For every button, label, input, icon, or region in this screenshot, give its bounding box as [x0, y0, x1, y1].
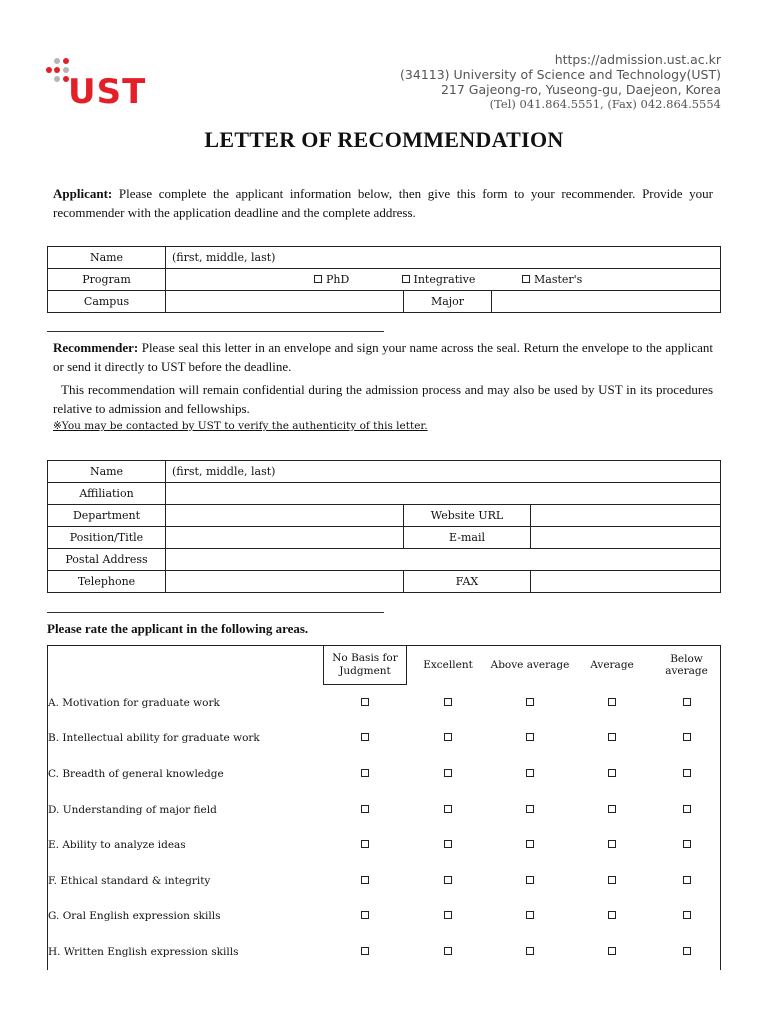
rating-cell [407, 934, 490, 970]
checkbox-icon[interactable] [683, 947, 691, 955]
checkbox-icon[interactable] [608, 947, 616, 955]
applicant-intro [53, 184, 713, 222]
campus-label: Campus [48, 291, 166, 313]
checkbox-icon[interactable] [361, 769, 369, 777]
rating-cell [324, 721, 407, 757]
rating-cell [407, 721, 490, 757]
checkbox-icon[interactable] [526, 947, 534, 955]
rating-cell [653, 756, 721, 792]
rating-table [47, 645, 721, 970]
major-label: Major [404, 291, 492, 313]
checkbox-icon[interactable] [361, 840, 369, 848]
checkbox-icon[interactable] [526, 698, 534, 706]
header-address [400, 52, 721, 112]
checkbox-icon[interactable] [361, 876, 369, 884]
checkbox-icon[interactable] [608, 876, 616, 884]
department-label: Department [48, 505, 166, 527]
checkbox-icon[interactable] [361, 911, 369, 919]
table-row [48, 899, 721, 935]
affiliation-label: Affiliation [48, 483, 166, 505]
rating-cell [407, 685, 490, 721]
checkbox-icon[interactable] [683, 840, 691, 848]
checkbox-icon[interactable] [444, 840, 452, 848]
criterion-label: D. Understanding of major field [48, 792, 324, 828]
checkbox-icon[interactable] [361, 947, 369, 955]
position-field[interactable] [166, 527, 404, 549]
program-option-masters[interactable]: Master's [522, 273, 582, 286]
table-row [48, 685, 721, 721]
affiliation-field[interactable] [166, 483, 721, 505]
criterion-label: F. Ethical standard & integrity [48, 863, 324, 899]
rating-col-excellent: Excellent [407, 646, 490, 685]
campus-field[interactable] [166, 291, 404, 313]
section-divider [47, 331, 384, 332]
rating-cell [407, 792, 490, 828]
email-label: E-mail [404, 527, 531, 549]
rating-cell [571, 721, 653, 757]
logo-text: UST [68, 72, 147, 112]
postal-address-field[interactable] [166, 549, 721, 571]
rating-cell [324, 792, 407, 828]
table-row [48, 756, 721, 792]
rating-cell [571, 827, 653, 863]
checkbox-icon[interactable] [608, 805, 616, 813]
rating-cell [653, 827, 721, 863]
rating-cell [653, 792, 721, 828]
checkbox-icon[interactable] [526, 769, 534, 777]
recommender-text: Please seal this letter in an envelope and sign your name across the seal. Return the envelope to the applicant or send it directly to UST before the deadline. [53, 340, 713, 374]
rating-col-below-average: Below average [653, 646, 721, 685]
checkbox-icon[interactable] [444, 911, 452, 919]
rating-cell [407, 827, 490, 863]
rating-cell [489, 685, 571, 721]
recommender-name-field[interactable] [166, 461, 721, 483]
criterion-label: H. Written English expression skills [48, 934, 324, 970]
checkbox-icon[interactable] [526, 733, 534, 741]
confidential-paragraph: This recommendation will remain confidential during the admission process and may also be used by UST in its procedures relative to admission and fellowships. [53, 382, 713, 416]
ust-logo [46, 58, 166, 112]
website-label: Website URL [404, 505, 531, 527]
rating-cell [653, 863, 721, 899]
recommender-name-hint: (first, middle, last) [172, 465, 276, 478]
table-row [48, 827, 721, 863]
checkbox-icon[interactable] [444, 769, 452, 777]
rating-cell [324, 685, 407, 721]
postal-address-label: Postal Address [48, 549, 166, 571]
checkbox-icon[interactable] [608, 769, 616, 777]
applicant-info-table [47, 246, 721, 313]
header-url[interactable]: https://admission.ust.ac.kr [554, 52, 721, 67]
checkbox-icon[interactable] [526, 876, 534, 884]
rating-cell [489, 899, 571, 935]
telephone-label: Telephone [48, 571, 166, 593]
website-field[interactable] [531, 505, 721, 527]
applicant-name-label: Name [48, 247, 166, 269]
criterion-label: A. Motivation for graduate work [48, 685, 324, 721]
rating-heading: Please rate the applicant in the following areas. [47, 621, 309, 636]
recommender-info-table [47, 460, 721, 593]
program-option-phd[interactable]: PhD [314, 273, 398, 286]
applicant-label: Applicant: [53, 186, 113, 201]
header-line1: (34113) University of Science and Technology(UST) [400, 67, 721, 82]
program-label: Program [48, 269, 166, 291]
rating-cell [653, 934, 721, 970]
checkbox-icon[interactable] [526, 840, 534, 848]
department-field[interactable] [166, 505, 404, 527]
rating-cell [489, 827, 571, 863]
checkbox-icon[interactable] [683, 769, 691, 777]
rating-cell [571, 934, 653, 970]
rating-cell [407, 863, 490, 899]
checkbox-icon[interactable] [444, 876, 452, 884]
email-field[interactable] [531, 527, 721, 549]
rating-cell [324, 756, 407, 792]
recommender-label: Recommender: [53, 340, 139, 355]
checkbox-icon[interactable] [683, 876, 691, 884]
program-option-integrative[interactable]: Integrative [402, 273, 519, 286]
rating-cell [653, 685, 721, 721]
telephone-field[interactable] [166, 571, 404, 593]
criterion-label: G. Oral English expression skills [48, 899, 324, 935]
header-line3: (Tel) 041.864.5551, (Fax) 042.864.5554 [489, 97, 721, 111]
rating-cell [324, 899, 407, 935]
applicant-name-field[interactable] [166, 247, 721, 269]
rating-header-blank [48, 646, 324, 685]
checkbox-icon[interactable] [608, 698, 616, 706]
criterion-label: E. Ability to analyze ideas [48, 827, 324, 863]
table-row [48, 863, 721, 899]
checkbox-icon[interactable] [683, 911, 691, 919]
criterion-label: C. Breadth of general knowledge [48, 756, 324, 792]
recommender-name-label: Name [48, 461, 166, 483]
rating-cell [324, 863, 407, 899]
checkbox-icon[interactable] [444, 698, 452, 706]
checkbox-icon[interactable] [361, 733, 369, 741]
applicant-name-hint: (first, middle, last) [172, 251, 276, 264]
rating-cell [407, 756, 490, 792]
major-field[interactable] [492, 291, 721, 313]
rating-cell [324, 934, 407, 970]
checkbox-icon[interactable] [683, 733, 691, 741]
criterion-label: B. Intellectual ability for graduate work [48, 721, 324, 757]
checkbox-icon[interactable] [526, 911, 534, 919]
header-line2: 217 Gajeong-ro, Yuseong-gu, Daejeon, Korea [440, 82, 721, 97]
rating-cell [571, 756, 653, 792]
checkbox-icon[interactable] [402, 275, 410, 283]
rating-cell [489, 756, 571, 792]
rating-cell [407, 899, 490, 935]
checkbox-icon[interactable] [361, 805, 369, 813]
rating-cell [653, 899, 721, 935]
rating-col-above-average: Above average [489, 646, 571, 685]
rating-cell [571, 899, 653, 935]
table-row [48, 792, 721, 828]
recommender-intro [53, 338, 713, 376]
page-title: LETTER OF RECOMMENDATION [204, 127, 564, 152]
rating-col-no-basis: No Basis for Judgment [324, 646, 407, 685]
rating-cell [571, 685, 653, 721]
program-options [166, 269, 721, 291]
checkbox-icon[interactable] [314, 275, 322, 283]
checkbox-icon[interactable] [522, 275, 530, 283]
checkbox-icon[interactable] [444, 733, 452, 741]
table-row [48, 721, 721, 757]
checkbox-icon[interactable] [361, 698, 369, 706]
rating-cell [489, 721, 571, 757]
applicant-text: Please complete the applicant information below, then give this form to your recommender. Provide your recommender with the application deadline and the complete address. [53, 186, 713, 220]
rating-cell [489, 792, 571, 828]
checkbox-icon[interactable] [608, 733, 616, 741]
rating-cell [324, 827, 407, 863]
verification-note: ※You may be contacted by UST to verify the authenticity of this letter. [53, 420, 428, 432]
fax-field[interactable] [531, 571, 721, 593]
checkbox-icon[interactable] [526, 805, 534, 813]
rating-cell [653, 721, 721, 757]
position-label: Position/Title [48, 527, 166, 549]
rating-cell [489, 863, 571, 899]
checkbox-icon[interactable] [683, 698, 691, 706]
rating-cell [571, 792, 653, 828]
checkbox-icon[interactable] [444, 947, 452, 955]
fax-label: FAX [404, 571, 531, 593]
rating-cell [489, 934, 571, 970]
table-row [48, 934, 721, 970]
checkbox-icon[interactable] [444, 805, 452, 813]
rating-cell [571, 863, 653, 899]
checkbox-icon[interactable] [683, 805, 691, 813]
section-divider [47, 612, 384, 613]
checkbox-icon[interactable] [608, 911, 616, 919]
rating-col-average: Average [571, 646, 653, 685]
checkbox-icon[interactable] [608, 840, 616, 848]
